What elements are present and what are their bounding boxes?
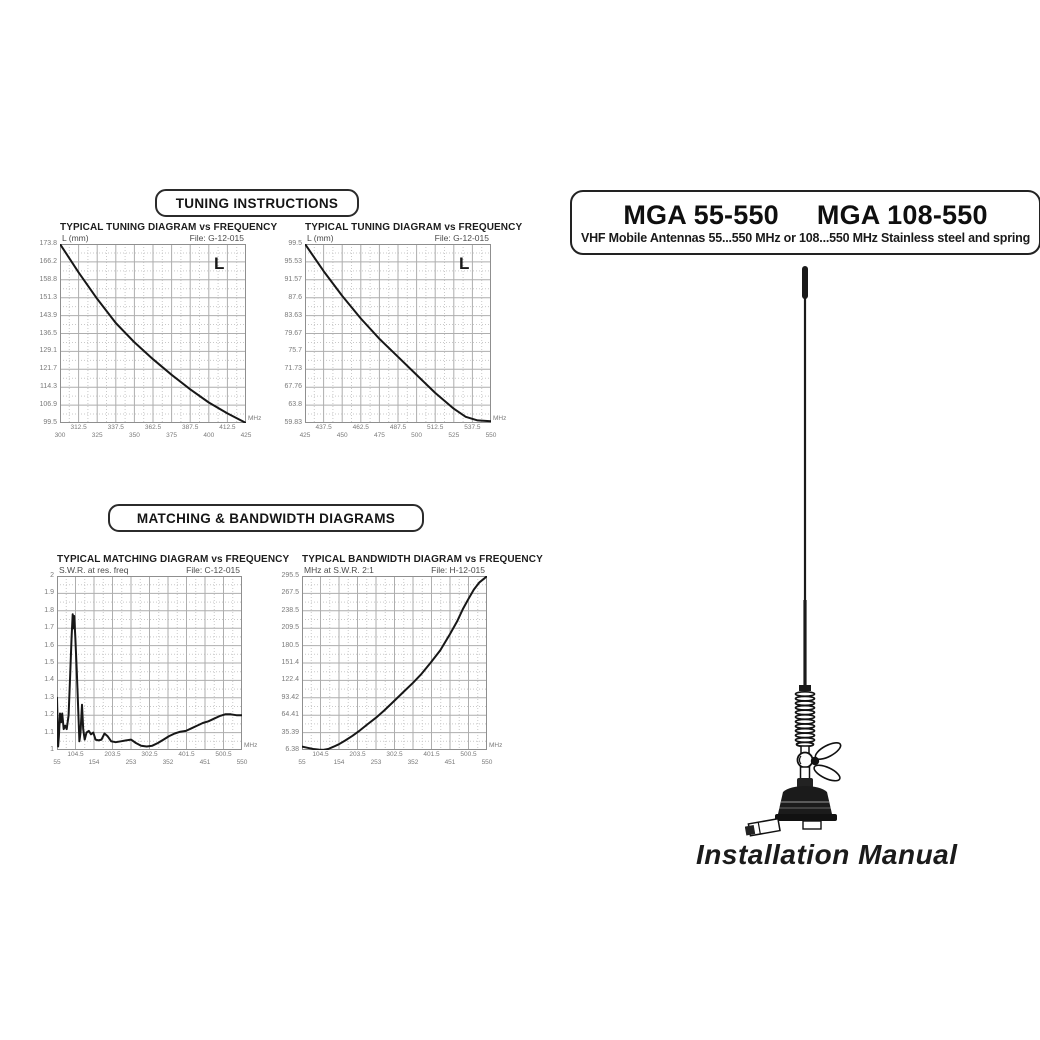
matching-bandwidth-label: MATCHING & BANDWIDTH DIAGRAMS [136,510,396,526]
x-tick-label: 55 [53,759,61,766]
y-tick-label: 59.83 [284,419,302,426]
x-tick-label: 500.5 [215,751,232,758]
curve-inner-label: L [214,254,225,273]
tuning-chart-high-band [260,222,523,442]
y-tick-label: 238.5 [281,606,299,614]
chart-y-axis-label: MHz at S.W.R. 2:1 [304,565,374,575]
x-tick-label: 487.5 [389,424,407,431]
y-tick-label: 63.8 [288,401,302,409]
x-tick-label: 203.5 [104,751,121,758]
x-tick-label: 400 [203,432,215,439]
matching-bandwidth-header [108,504,424,532]
y-tick-label: 1.1 [44,728,54,736]
bandwidth-chart [257,554,543,779]
y-tick-label: 209.5 [281,624,299,632]
x-tick-label: 387.5 [182,424,199,431]
x-tick-label: 104.5 [67,751,84,758]
antenna-base-icon [745,778,837,836]
x-tick-label: 537.5 [464,424,481,431]
x-tick-label: 203.5 [349,751,366,758]
y-tick-label: 91.57 [284,275,302,283]
x-axis-unit-label: MHz [244,742,258,749]
x-tick-label: 451 [444,759,456,766]
y-tick-label: 143.9 [39,311,57,319]
y-tick-label: 121.7 [39,365,57,373]
chart-y-axis-label: L (mm) [62,233,89,243]
y-tick-label: 295.5 [281,572,299,579]
product-model-2: MGA 108-550 [816,199,988,230]
product-title-box [570,190,1040,255]
y-tick-label: 1 [50,746,54,753]
x-tick-label: 337.5 [107,424,124,431]
x-tick-label: 352 [162,759,174,766]
x-tick-label: 302.5 [386,751,403,758]
x-tick-label: 154 [333,759,345,766]
y-tick-label: 99.5 [288,240,302,247]
chart-file-label: File: G-12-015 [434,233,489,243]
y-tick-label: 114.3 [40,383,57,391]
x-tick-label: 375 [166,432,178,439]
y-tick-label: 67.76 [284,383,302,391]
y-tick-label: 173.8 [39,240,57,247]
cable-connector-icon [745,819,780,837]
x-tick-label: 104.5 [312,751,329,758]
y-tick-label: 95.53 [284,257,302,265]
y-tick-label: 83.63 [284,311,302,319]
y-tick-label: 122.4 [281,676,299,684]
y-tick-label: 87.6 [288,293,302,301]
x-tick-label: 352 [407,759,419,766]
tuning-instructions-header [155,189,359,217]
y-tick-label: 75.7 [288,347,302,355]
y-tick-label: 1.3 [44,693,54,701]
x-tick-label: 437.5 [315,424,332,431]
x-tick-label: 525 [448,432,460,439]
y-tick-label: 64.41 [281,711,299,719]
product-titles [623,201,987,229]
y-tick-label: 151.4 [281,659,299,666]
y-tick-label: 158.8 [39,275,57,283]
x-axis-unit-label: MHz [493,415,507,422]
installation-manual-caption: Installation Manual [696,839,958,870]
x-tick-label: 425 [299,432,311,439]
x-tick-label: 325 [91,432,103,439]
y-tick-label: 79.67 [284,329,302,337]
x-axis-unit-label: MHz [489,742,503,749]
x-tick-label: 401.5 [178,751,195,758]
chart-title: TYPICAL MATCHING DIAGRAM vs FREQUENCY [57,554,290,565]
x-tick-label: 362.5 [144,424,162,431]
y-tick-label: 1.7 [44,624,54,632]
antenna-spring-icon [796,692,815,747]
x-tick-label: 253 [370,759,382,766]
y-tick-label: 129.1 [39,347,57,355]
x-tick-label: 154 [88,759,100,766]
x-tick-label: 462.5 [352,424,369,431]
chart-y-axis-label: S.W.R. at res. freq [59,565,129,575]
y-tick-label: 71.73 [284,365,302,373]
chart-title: TYPICAL TUNING DIAGRAM vs FREQUENCY [305,222,523,233]
x-tick-label: 253 [125,759,137,766]
y-tick-label: 6.38 [285,746,299,753]
antenna-whip-icon [799,266,811,691]
y-tick-label: 1.4 [44,676,54,684]
chart-file-label: File: H-12-015 [431,565,485,575]
antenna-illustration [745,258,885,843]
y-tick-label: 1.2 [44,711,54,719]
x-tick-label: 55 [298,759,306,766]
chart-plot [57,576,242,750]
y-tick-label: 180.5 [281,641,299,649]
y-tick-label: 93.42 [281,693,299,701]
tuning-chart-low-band [15,222,278,442]
x-axis-unit-label: MHz [248,415,262,422]
chart-file-label: File: C-12-015 [186,565,240,575]
product-model-1: MGA 55-550 [623,199,779,230]
y-tick-label: 1.6 [44,641,54,649]
x-tick-label: 300 [54,432,66,439]
x-tick-label: 550 [236,759,248,766]
x-tick-label: 512.5 [427,424,444,431]
product-subtitle: VHF Mobile Antennas 55...550 MHz or 108...550 MHz Stainless steel and spring [580,230,1031,245]
chart-title: TYPICAL BANDWIDTH DIAGRAM vs FREQUENCY [302,554,543,565]
x-tick-label: 302.5 [141,751,158,758]
curve-inner-label: L [459,254,470,273]
x-tick-label: 412.5 [219,424,236,431]
y-tick-label: 1.9 [44,589,54,597]
y-tick-label: 1.5 [44,659,54,666]
y-tick-label: 99.5 [43,419,57,426]
x-tick-label: 500 [411,432,423,439]
x-tick-label: 350 [128,432,140,439]
y-tick-label: 267.5 [281,589,299,597]
x-tick-label: 475 [373,432,385,439]
x-tick-label: 312.5 [70,424,87,431]
y-tick-label: 1.8 [44,606,54,614]
x-tick-label: 450 [336,432,348,439]
y-tick-label: 2 [50,572,54,579]
y-tick-label: 166.2 [39,257,57,265]
chart-title: TYPICAL TUNING DIAGRAM vs FREQUENCY [60,222,278,233]
chart-y-axis-label: L (mm) [307,233,334,243]
chart-plot [302,576,487,750]
swivel-wing-nut-icon [798,740,843,784]
x-tick-label: 401.5 [423,751,440,758]
x-tick-label: 550 [481,759,493,766]
y-tick-label: 106.9 [39,401,57,409]
x-tick-label: 550 [485,432,497,439]
y-tick-label: 35.39 [281,728,299,736]
y-tick-label: 151.3 [39,293,57,301]
x-tick-label: 500.5 [460,751,477,758]
chart-file-label: File: G-12-015 [189,233,244,243]
x-tick-label: 425 [240,432,252,439]
tuning-instructions-label: TUNING INSTRUCTIONS [175,195,339,211]
y-tick-label: 136.5 [39,329,57,337]
x-tick-label: 451 [199,759,211,766]
